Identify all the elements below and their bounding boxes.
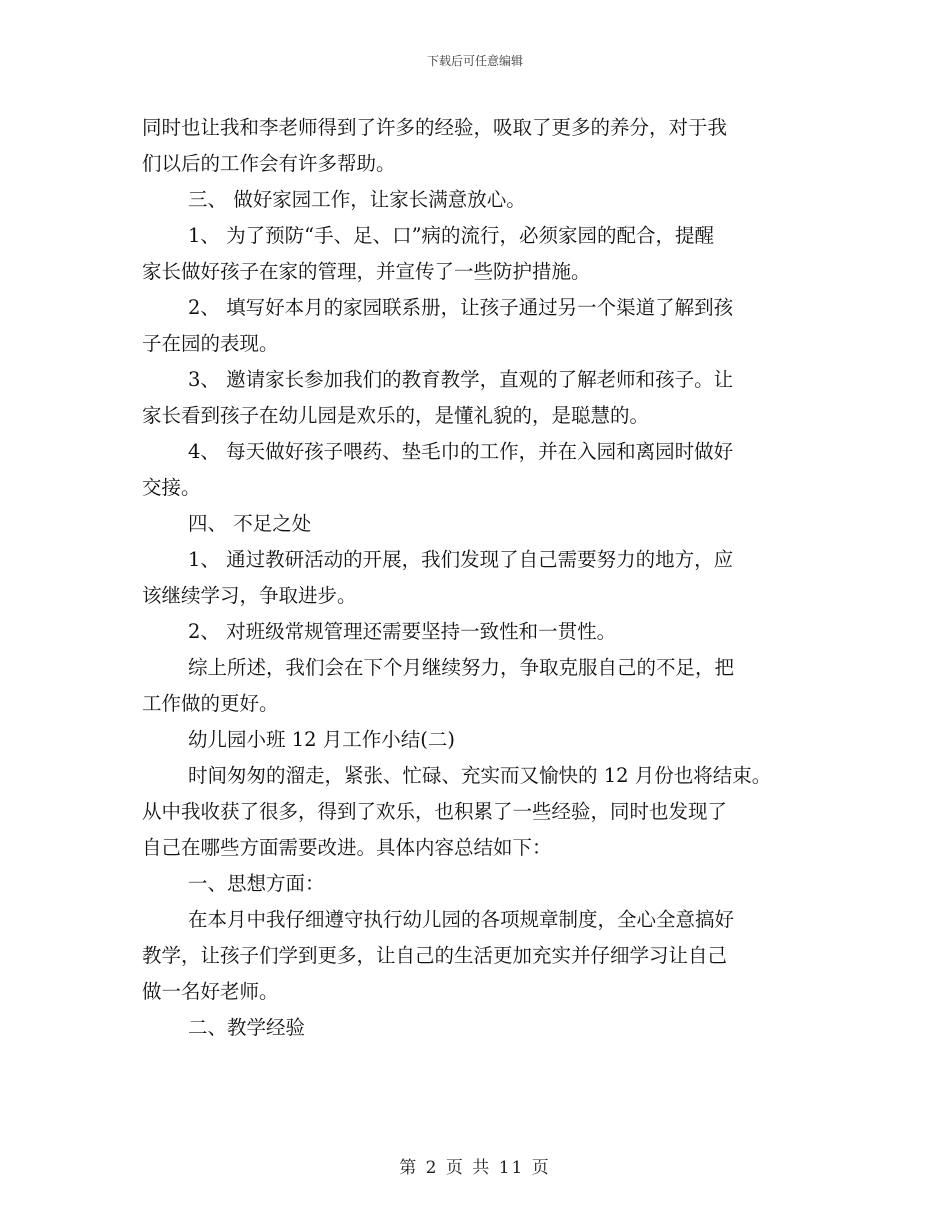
text-line: 三、 做好家园工作，让家长满意放心。 [188, 188, 526, 211]
page-header: 下载后可任意编辑 [426, 54, 523, 68]
text-line: 2、 填写好本月的家园联系册，让孩子通过另一个渠道了解到孩 [188, 296, 734, 319]
text-line: 做一名好老师。 [142, 980, 279, 1003]
text-line: 一、思想方面： [188, 872, 325, 895]
text-line: 2、 对班级常规管理还需要坚持一致性和一贯性。 [188, 620, 617, 643]
text-line: 在本月中我仔细遵守执行幼儿园的各项规章制度，全心全意搞好 [188, 908, 735, 931]
text-line: 自己在哪些方面需要改进。具体内容总结如下： [142, 836, 552, 859]
text-line: 幼儿园小班 12 月工作小结(二) [188, 728, 455, 751]
document-body [142, 110, 822, 1046]
text-line: 3、 邀请家长参加我们的教育教学，直观的了解老师和孩子。让 [188, 368, 734, 391]
text-line: 工作做的更好。 [142, 692, 279, 715]
text-line: 该继续学习，争取进步。 [142, 584, 357, 607]
text-line: 4、 每天做好孩子喂药、垫毛巾的工作，并在入园和离园时做好 [188, 440, 734, 463]
text-line: 交接。 [142, 476, 201, 499]
text-line: 们以后的工作会有许多帮助。 [142, 152, 396, 175]
text-line: 同时也让我和李老师得到了许多的经验，吸取了更多的养分，对于我 [142, 116, 728, 139]
text-line: 子在园的表现。 [142, 332, 279, 355]
text-line: 教学，让孩子们学到更多，让自己的生活更加充实并仔细学习让自己 [142, 944, 728, 967]
text-line: 1、 为了预防“手、足、口”病的流行，必须家园的配合，提醒 [188, 224, 715, 247]
text-line: 1、 通过教研活动的开展，我们发现了自己需要努力的地方，应 [188, 548, 734, 571]
text-line: 四、 不足之处 [188, 512, 312, 535]
text-line: 家长看到孩子在幼儿园是欢乐的，是懂礼貌的，是聪慧的。 [142, 404, 650, 427]
text-line: 家长做好孩子在家的管理，并宣传了一些防护措施。 [142, 260, 591, 283]
text-line: 二、教学经验 [188, 1016, 306, 1039]
page-footer: 第 2 页 共 11 页 [399, 1158, 551, 1178]
text-line: 从中我收获了很多，得到了欢乐，也积累了一些经验，同时也发现了 [142, 800, 728, 823]
text-line: 时间匆匆的溜走，紧张、忙碌、充实而又愉快的 12 月份也将结束。 [188, 764, 772, 787]
text-line: 综上所述，我们会在下个月继续努力，争取克服自己的不足，把 [188, 656, 735, 679]
